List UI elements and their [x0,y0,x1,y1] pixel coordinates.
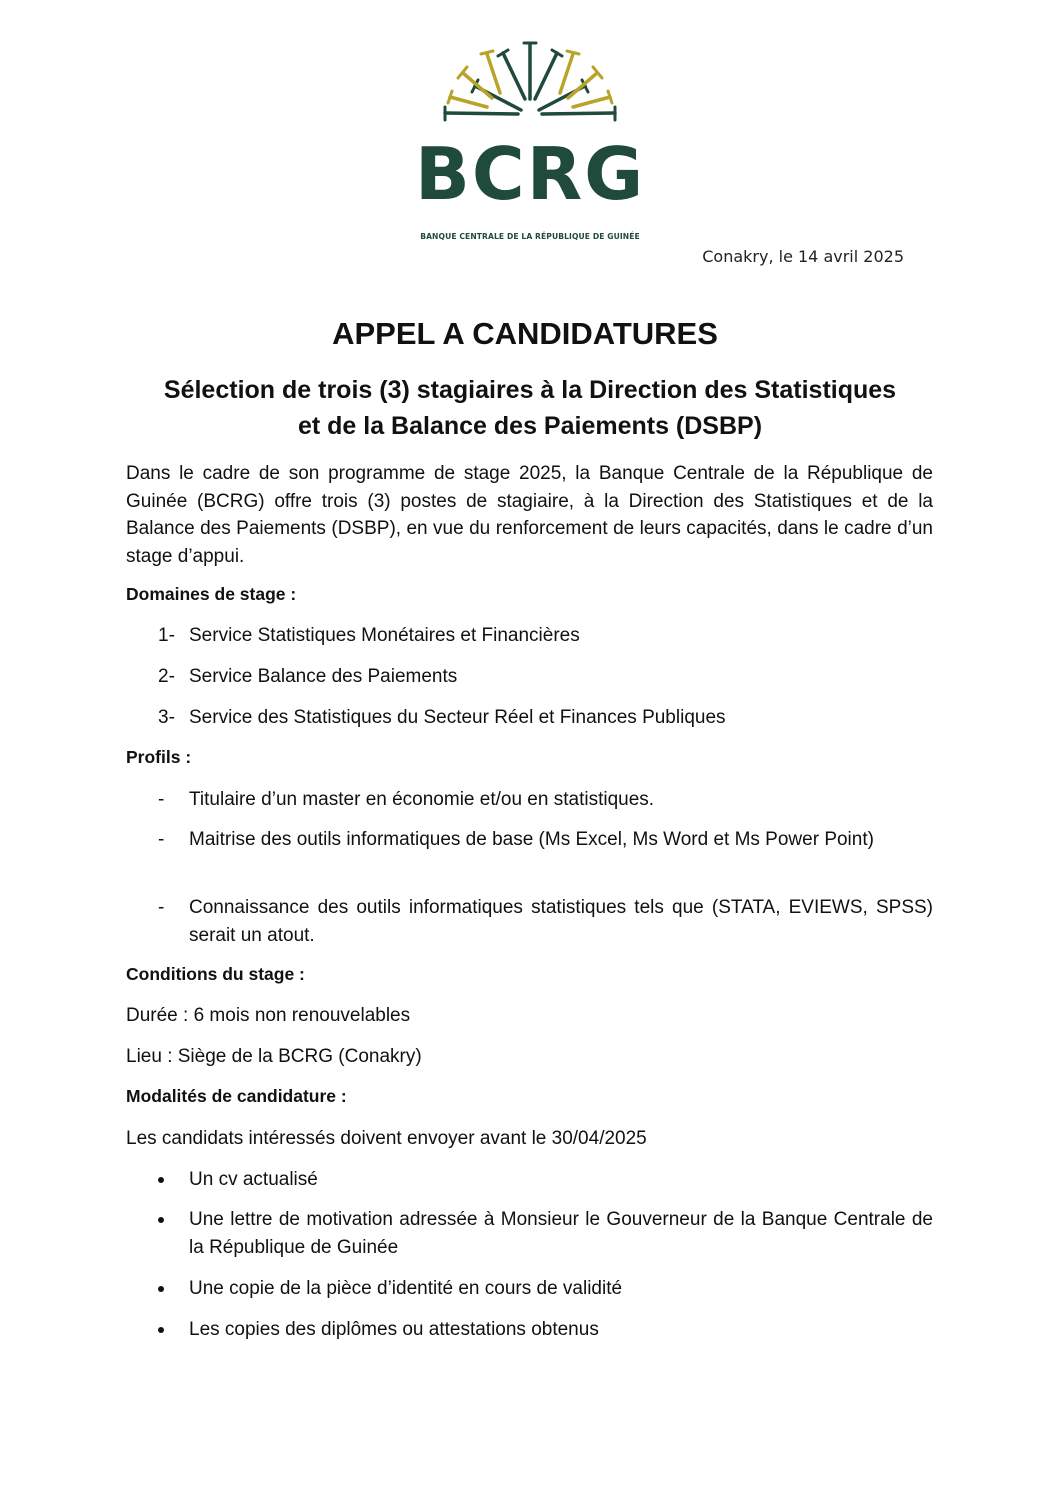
document-text: Une lettre de motivation adressée à Monsieur le Gouverneur de la Banque Centrale de la République de Guinée [189,1209,933,1258]
dash-marker: - [158,829,165,850]
domaine-item [158,622,933,650]
profil-text: Maitrise des outils informatiques de base (Ms Excel, Ms Word et Ms Power Point) [189,829,874,850]
bullet-icon [158,1217,164,1223]
modalites-intro: Les candidats intéressés doivent envoyer avant le 30/04/2025 [126,1128,647,1149]
document-item [158,1316,933,1344]
duree-line: Durée : 6 mois non renouvelables [126,1005,411,1026]
list-marker: 2- [158,666,175,687]
domaine-text: Service Balance des Paiements [189,666,458,687]
list-marker: 3- [158,707,175,728]
document-text: Les copies des diplômes ou attestations obtenus [189,1319,599,1340]
domaine-item [158,704,933,732]
profil-item [158,786,933,814]
profils-heading: Profils : [126,747,192,767]
profil-text: Titulaire d’un master en économie et/ou en statistiques. [189,789,655,810]
logo-tagline: BANQUE CENTRALE DE LA RÉPUBLIQUE DE GUINÉE [420,232,640,241]
conditions-heading: Conditions du stage : [126,964,305,984]
domaine-text: Service Statistiques Monétaires et Financières [189,625,580,646]
modalites-heading: Modalités de candidature : [126,1086,347,1106]
page-title: APPEL A CANDIDATURES [332,316,718,351]
domaine-text: Service des Statistiques du Secteur Réel et Finances Publiques [189,707,726,728]
bullet-icon [158,1177,164,1183]
intro-paragraph: Dans le cadre de son programme de stage 2025, la Banque Centrale de la République de Guinée (BCRG) offre trois (3) postes de stagiaire, à la Direction des Statistiques et de la Balance des Paiements (DSBP), en vue du renforcement de leurs capacités, dans le cadre d’un stage d’appui. [126,463,933,567]
document-item [158,1275,933,1303]
domaine-item [158,663,933,691]
list-marker: 1- [158,625,175,646]
document-item [158,1166,933,1194]
logo-wordmark: BCRG [415,132,646,216]
document-text: Une copie de la pièce d’identité en cours de validité [189,1278,623,1299]
sunburst-icon [415,36,645,136]
bullet-icon [158,1286,164,1292]
bcrg-logo [415,36,646,241]
date-line: Conakry, le 14 avril 2025 [702,247,904,266]
page-subtitle [110,372,950,444]
document-item [158,1206,933,1261]
domaines-heading: Domaines de stage : [126,584,297,604]
lieu-line: Lieu : Siège de la BCRG (Conakry) [126,1046,422,1067]
document-text: Un cv actualisé [189,1169,318,1190]
profil-item [158,894,933,949]
subtitle-line: et de la Balance des Paiements (DSBP) [297,412,763,440]
dash-marker: - [158,897,165,918]
bullet-icon [158,1327,164,1333]
profil-item [158,826,933,854]
subtitle-line: Sélection de trois (3) stagiaires à la Direction des Statistiques [163,376,897,404]
profil-text: Connaissance des outils informatiques statistiques tels que (STATA, EVIEWS, SPSS) serait un atout. [189,897,933,946]
dash-marker: - [158,789,165,810]
